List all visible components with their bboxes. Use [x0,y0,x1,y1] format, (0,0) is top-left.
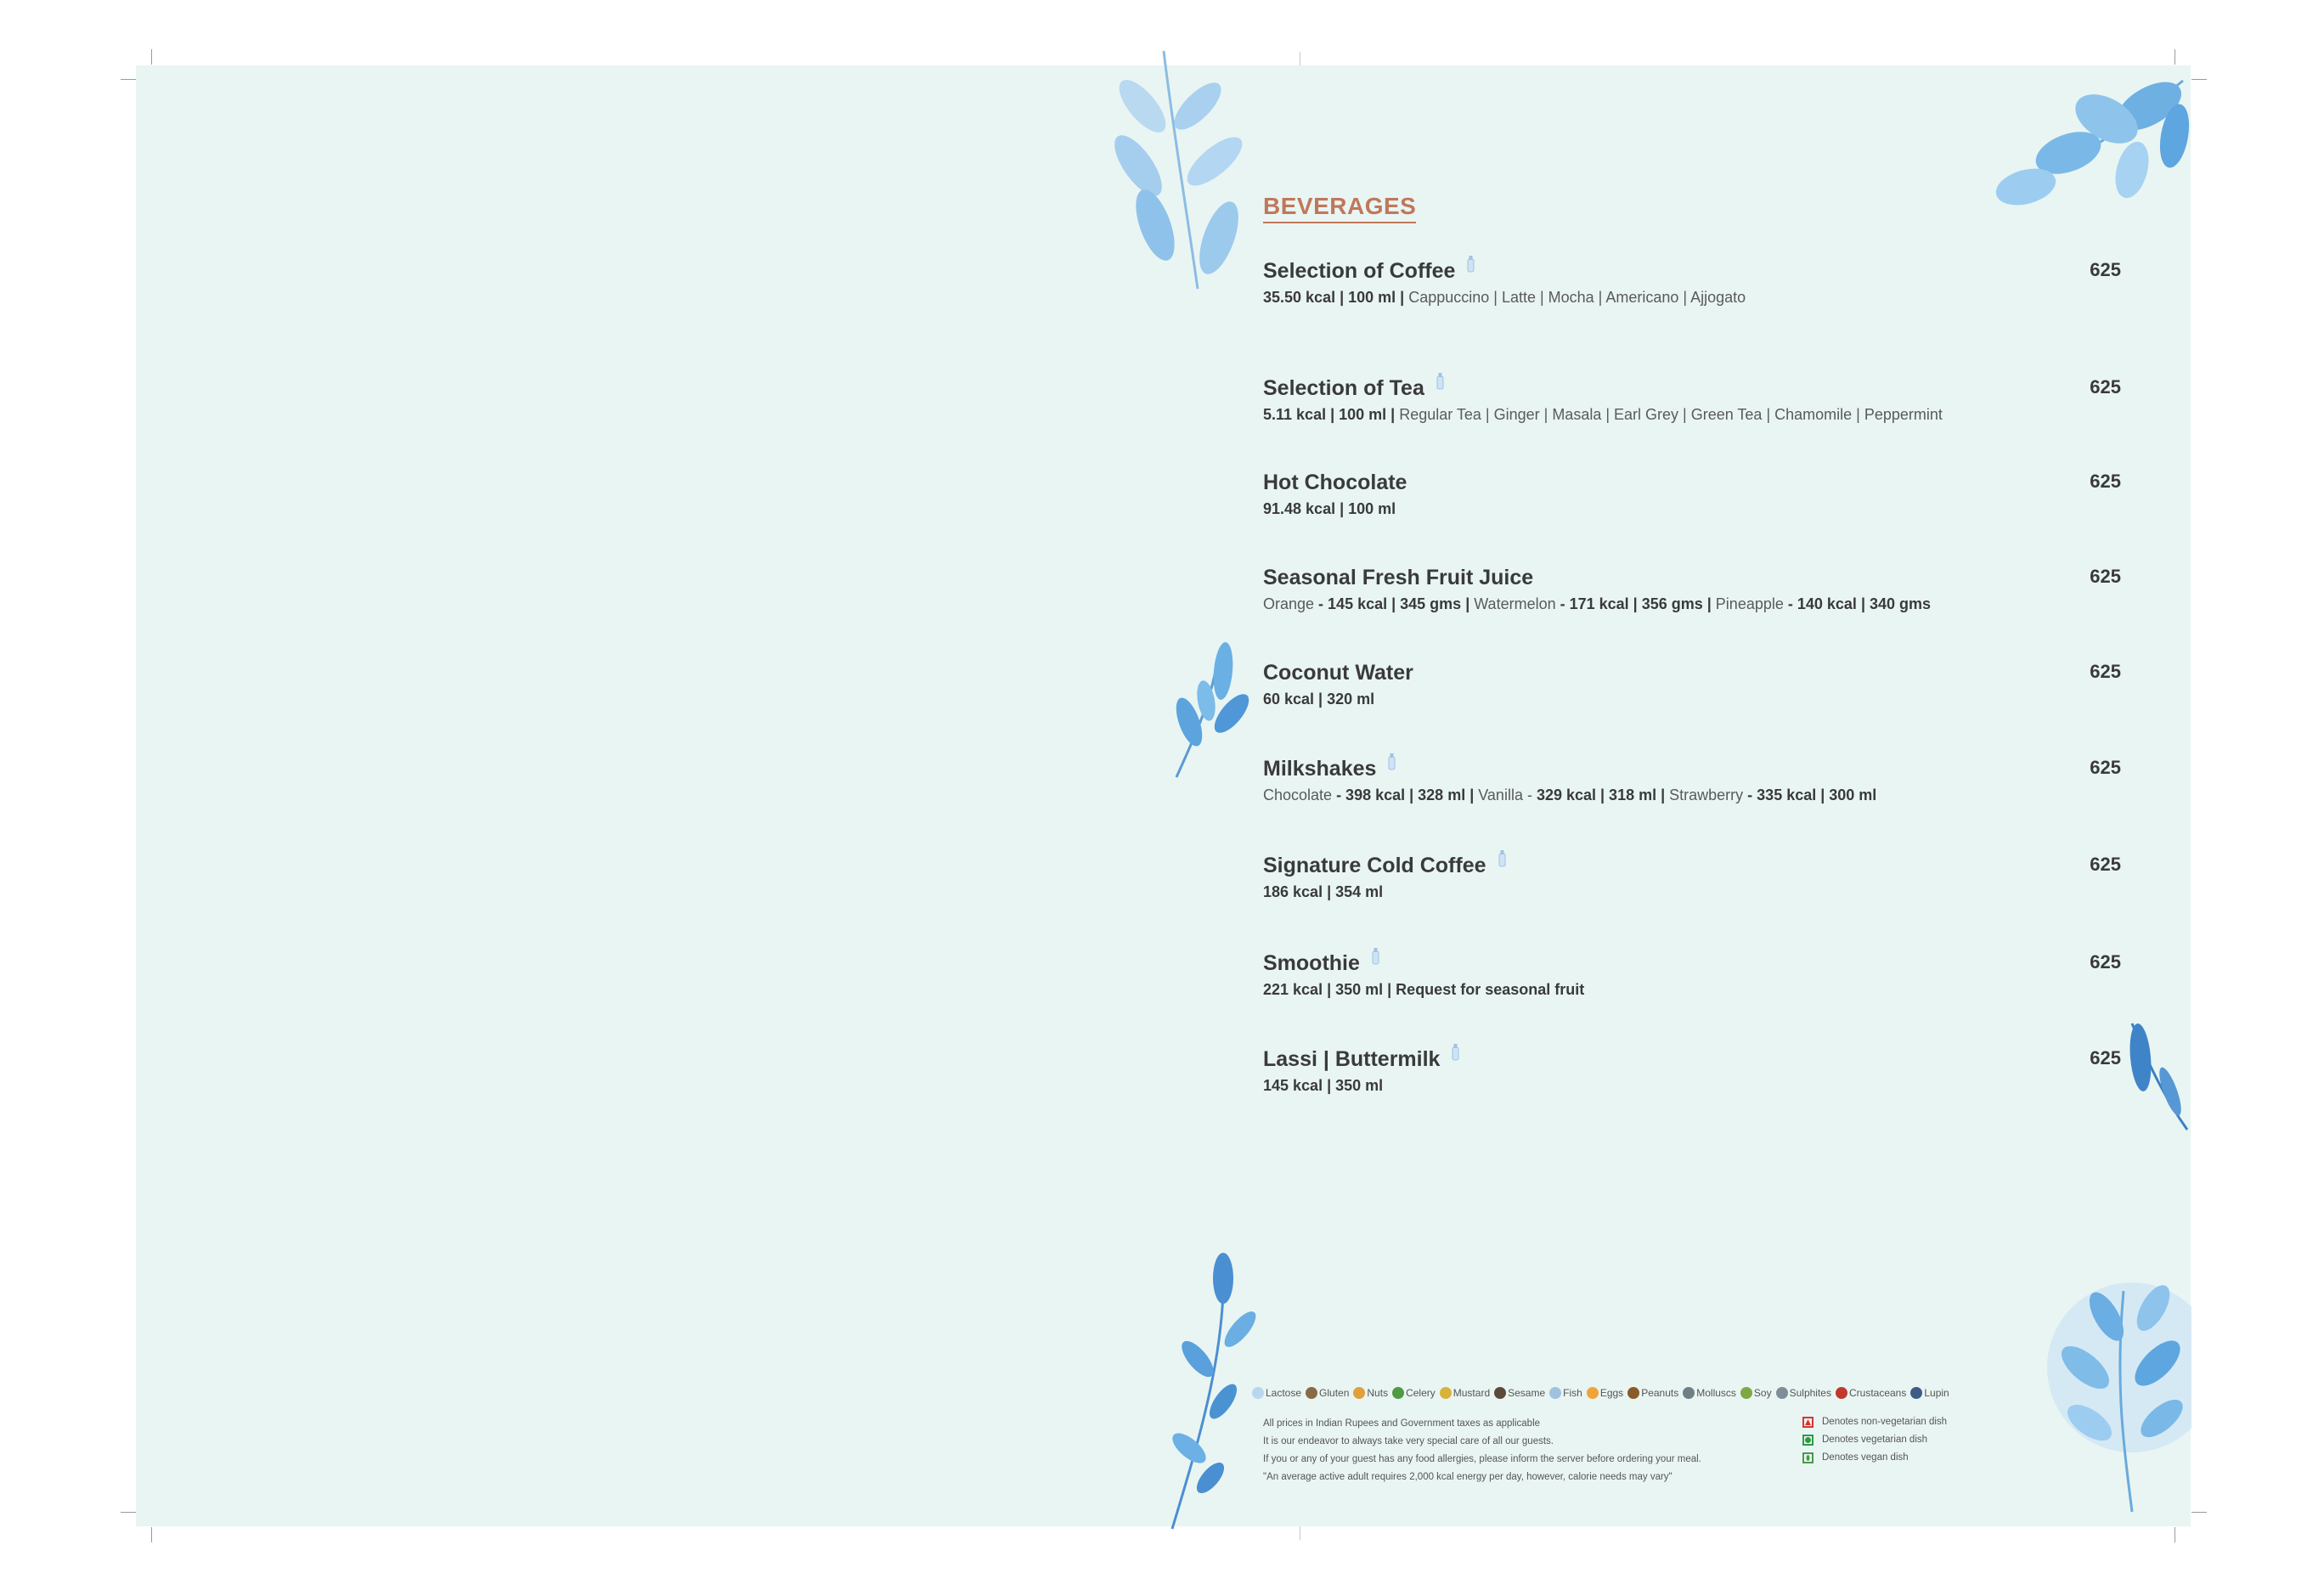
vegan-icon [1802,1452,1814,1463]
diet-legend-label: Denotes vegetarian dish [1822,1435,1928,1445]
item-name: Signature Cold Coffee [1263,854,1486,877]
lactose-icon [1452,1044,1459,1065]
celery-icon [1392,1387,1404,1399]
item-description [1263,981,2121,999]
allergen-label: Crustaceans [1848,1387,1907,1399]
menu-item [1263,1047,2121,1095]
allergen-label: Mustard [1452,1387,1491,1399]
soy-icon [1740,1387,1752,1399]
item-price: 625 [2090,471,2121,492]
allergen-label: Molluscs [1696,1387,1736,1399]
allergen-item [1587,1387,1623,1399]
description-segment: Regular Tea | Ginger | Masala | Earl Grey | Green Tea | Chamomile | Peppermint [1399,406,1943,423]
gluten-icon [1306,1387,1317,1399]
allergen-label: Sulphites [1789,1387,1831,1399]
description-segment: - 145 kcal | 345 gms | [1318,595,1475,612]
crop-mark [151,1527,152,1542]
diet-legend-item [1802,1431,1947,1449]
lactose-icon [1498,850,1506,871]
allergen-label: Sesame [1508,1387,1546,1399]
item-name: Coconut Water [1263,661,1413,685]
notes [1263,1415,1701,1486]
menu-item [1263,566,2121,613]
menu-item [1263,661,2121,708]
description-segment: 60 kcal | 320 ml [1263,691,1375,708]
diet-legend [1802,1413,1947,1467]
allergen-label: Celery [1406,1387,1436,1399]
description-segment: Watermelon [1474,595,1560,612]
menu-item [1263,376,2121,424]
crop-mark [2191,1512,2207,1513]
leaf-sprig-right-icon [2124,1015,2191,1134]
item-description [1263,1077,2121,1095]
allergen-item [1910,1387,1949,1399]
item-price: 625 [2090,661,2121,682]
eggs-icon [1587,1387,1599,1399]
description-segment: 145 kcal | 350 ml [1263,1077,1384,1094]
item-description [1263,595,2121,613]
item-description [1263,883,2121,901]
leaf-sprig-middle-icon [1159,637,1253,781]
note-line: If you or any of your guest has any food allergies, please inform the server before ordering your meal. [1263,1454,1701,1464]
description-segment: Pineapple [1715,595,1788,612]
menu-item [1263,951,2121,999]
item-description [1263,289,2121,307]
item-name: Milkshakes [1263,757,1377,781]
crop-mark [151,49,152,65]
diet-legend-item [1802,1413,1947,1431]
item-name: Selection of Tea [1263,376,1424,400]
item-name: Seasonal Fresh Fruit Juice [1263,566,1534,589]
allergen-item [1440,1387,1490,1399]
item-price: 625 [2090,1047,2121,1068]
lactose-icon [1372,948,1379,969]
item-price: 625 [2090,566,2121,587]
molluscs-icon [1683,1387,1695,1399]
description-segment: 221 kcal | 350 ml | Request for seasonal fruit [1263,981,1585,998]
peanuts-icon [1627,1387,1639,1399]
item-price: 625 [2090,376,2121,398]
allergen-label: Soy [1753,1387,1772,1399]
leaf-cluster-top-right-icon [1988,72,2191,221]
lactose-icon [1467,256,1475,277]
item-name: Smoothie [1263,951,1360,975]
diet-legend-label: Denotes vegan dish [1822,1452,1909,1463]
description-segment: Orange [1263,595,1319,612]
crop-mark [121,1512,136,1513]
description-segment: Chocolate [1263,787,1337,803]
description-segment: 329 kcal | 318 ml | [1536,787,1670,803]
allergen-item [1353,1387,1388,1399]
description-segment: Cappuccino | Latte | Mocha | Americano | Ajjogato [1408,289,1746,306]
allergen-item [1252,1387,1301,1399]
diet-legend-item [1802,1449,1947,1467]
menu-item [1263,757,2121,804]
description-segment: 5.11 kcal | 100 ml | [1263,406,1400,423]
allergen-item [1683,1387,1736,1399]
note-line: It is our endeavor to always take very special care of all our guests. [1263,1436,1554,1446]
allergen-label: Gluten [1319,1387,1350,1399]
item-price: 625 [2090,854,2121,875]
allergen-label: Eggs [1599,1387,1624,1399]
lactose-icon [1388,753,1396,775]
item-name: Lassi | Buttermilk [1263,1047,1441,1071]
mustard-icon [1440,1387,1452,1399]
section-title: BEVERAGES [1263,193,1416,223]
description-segment: 35.50 kcal | 100 ml | [1263,289,1409,306]
description-segment: Strawberry [1669,787,1748,803]
note-line: All prices in Indian Rupees and Government taxes as applicable [1263,1418,1541,1429]
item-price: 625 [2090,757,2121,778]
allergen-label: Lupin [1924,1387,1949,1399]
allergen-item [1392,1387,1436,1399]
crop-mark [2191,79,2207,80]
allergen-item [1549,1387,1582,1399]
crustaceans-icon [1836,1387,1847,1399]
leaf-branch-top-center-icon [1104,47,1266,293]
description-segment: 186 kcal | 354 ml [1263,883,1384,900]
item-price: 625 [2090,951,2121,973]
item-name: Selection of Coffee [1263,259,1456,283]
allergen-label: Peanuts [1641,1387,1679,1399]
description-segment: - 171 kcal | 356 gms | [1560,595,1716,612]
nuts-icon [1353,1387,1365,1399]
veg-icon [1802,1435,1814,1446]
crop-mark [121,79,136,80]
item-description [1263,500,2121,518]
item-price: 625 [2090,259,2121,280]
allergen-item [1627,1387,1678,1399]
allergen-label: Fish [1563,1387,1582,1399]
allergen-legend [1252,1387,1954,1401]
sulphites-icon [1776,1387,1788,1399]
allergen-item [1494,1387,1545,1399]
leaf-stem-bottom-center-icon [1164,1249,1257,1533]
allergen-label: Nuts [1367,1387,1389,1399]
item-description [1263,787,2121,804]
diet-legend-label: Denotes non-vegetarian dish [1822,1417,1948,1427]
menu-item [1263,259,2121,307]
description-segment: - 140 kcal | 340 gms [1787,595,1932,612]
non-veg-icon [1802,1417,1814,1428]
note-line: "An average active adult requires 2,000 kcal energy per day, however, calorie needs may vary" [1263,1472,1672,1482]
allergen-item [1740,1387,1772,1399]
lactose-icon [1436,373,1444,394]
leaf-circle-bottom-right-icon [2039,1257,2191,1520]
lupin-icon [1910,1387,1922,1399]
item-name: Hot Chocolate [1263,471,1407,494]
allergen-item [1306,1387,1349,1399]
description-segment: - 398 kcal | 328 ml | [1336,787,1479,803]
description-segment: 91.48 kcal | 100 ml [1263,500,1396,517]
description-segment: - 335 kcal | 300 ml [1747,787,1877,803]
lactose-icon [1252,1387,1264,1399]
menu-item [1263,854,2121,901]
item-description [1263,691,2121,708]
item-description [1263,406,2121,424]
allergen-item [1836,1387,1906,1399]
sesame-icon [1494,1387,1506,1399]
description-segment: Vanilla - [1478,787,1537,803]
fish-icon [1549,1387,1561,1399]
menu-item [1263,471,2121,518]
allergen-item [1776,1387,1831,1399]
allergen-label: Lactose [1266,1387,1302,1399]
